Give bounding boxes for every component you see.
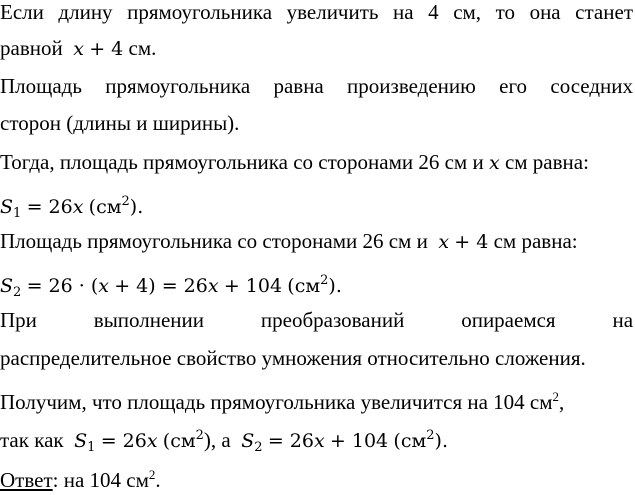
text-line-1: [0, 0, 633, 27]
line-10-text: распределительное свойство умножения относительно сложения.: [0, 346, 586, 370]
subscript: 2: [254, 440, 263, 455]
superscript: 2: [426, 428, 435, 443]
line-5-text: Тогда, площадь прямоугольника со сторонами 26 см и: [0, 150, 484, 174]
unit-cm: (см: [162, 430, 196, 452]
word: преобразований: [260, 308, 405, 332]
line-2-text: равной: [0, 36, 63, 60]
line-1-text: Если длину прямоугольника увеличить на 4 см, то она станет: [0, 0, 633, 24]
line-11-text: Получим, что площадь прямоугольника увеличится на 104 см: [0, 390, 553, 414]
superscript: 2: [320, 273, 329, 288]
subscript: 1: [87, 440, 96, 455]
formula-s1: [0, 187, 633, 221]
math-var-x: x: [73, 38, 84, 60]
math-var-x: x: [146, 430, 158, 452]
math-var-x: x: [72, 196, 84, 218]
math-var-x: x: [313, 430, 325, 452]
line-7-tail: см равна:: [493, 229, 578, 253]
line-2-unit: см.: [128, 36, 157, 60]
closing: ).: [129, 196, 144, 218]
text-line-12: [0, 421, 633, 455]
answer-label: Ответ: [0, 468, 53, 492]
line-5-tail: см равна:: [504, 150, 589, 174]
math-var-x: x: [488, 152, 500, 174]
unit-cm: (см: [287, 275, 321, 297]
math-var-s: S: [74, 430, 88, 452]
line-12-text: так как: [0, 428, 64, 452]
text-line-10: [0, 343, 633, 373]
math-var-x: x: [98, 275, 109, 297]
text-line-7: [0, 226, 633, 256]
math-expr: + 4) = 26: [114, 275, 208, 297]
math-var-s: S: [241, 430, 255, 452]
math-plus-104: + 104: [223, 275, 283, 297]
line-4-text: сторон (длины и ширины).: [0, 111, 240, 135]
line-3-text: Площадь прямоугольника равна произведению его соседних: [0, 74, 633, 98]
superscript: 2: [121, 194, 130, 209]
word: выполнении: [93, 308, 205, 332]
subscript: 2: [13, 285, 22, 300]
closing: ,: [559, 390, 565, 414]
math-plus-four: + 4: [454, 231, 489, 253]
closing: ).: [328, 275, 342, 297]
text-line-5: [0, 147, 633, 177]
math-equals: = 26: [100, 430, 147, 452]
math-plus-104: + 104: [329, 430, 389, 452]
closing: .: [155, 468, 161, 492]
unit-cm: (см: [88, 196, 122, 218]
word: При: [0, 308, 37, 332]
math-var-s: S: [0, 275, 14, 297]
superscript: 2: [148, 467, 156, 482]
answer-text: : на 104 см: [52, 468, 149, 492]
answer-line: [0, 460, 633, 490]
closing: ).: [434, 430, 448, 452]
superscript: 2: [552, 389, 560, 404]
unit-cm: (см: [393, 430, 427, 452]
math-var-s: S: [0, 196, 14, 218]
formula-s2: [0, 266, 633, 300]
math-equals: = 26: [267, 430, 314, 452]
superscript: 2: [195, 428, 204, 443]
subscript: 1: [13, 206, 22, 221]
connector: ), а: [203, 428, 231, 452]
word: опираемся: [461, 308, 556, 332]
line-7-text: Площадь прямоугольника со сторонами 26 см и: [0, 229, 428, 253]
text-line-2: [0, 33, 633, 63]
math-plus-four: + 4: [89, 38, 124, 60]
math-var-x: x: [207, 275, 219, 297]
text-line-4: [0, 108, 633, 138]
math-equals: = 26: [26, 196, 73, 218]
math-var-x: x: [438, 231, 450, 253]
text-line-3: [0, 71, 633, 101]
math-equals: = 26 · (: [26, 275, 99, 297]
text-line-9: [0, 305, 633, 335]
word: на: [612, 308, 634, 332]
text-line-11: [0, 382, 633, 412]
